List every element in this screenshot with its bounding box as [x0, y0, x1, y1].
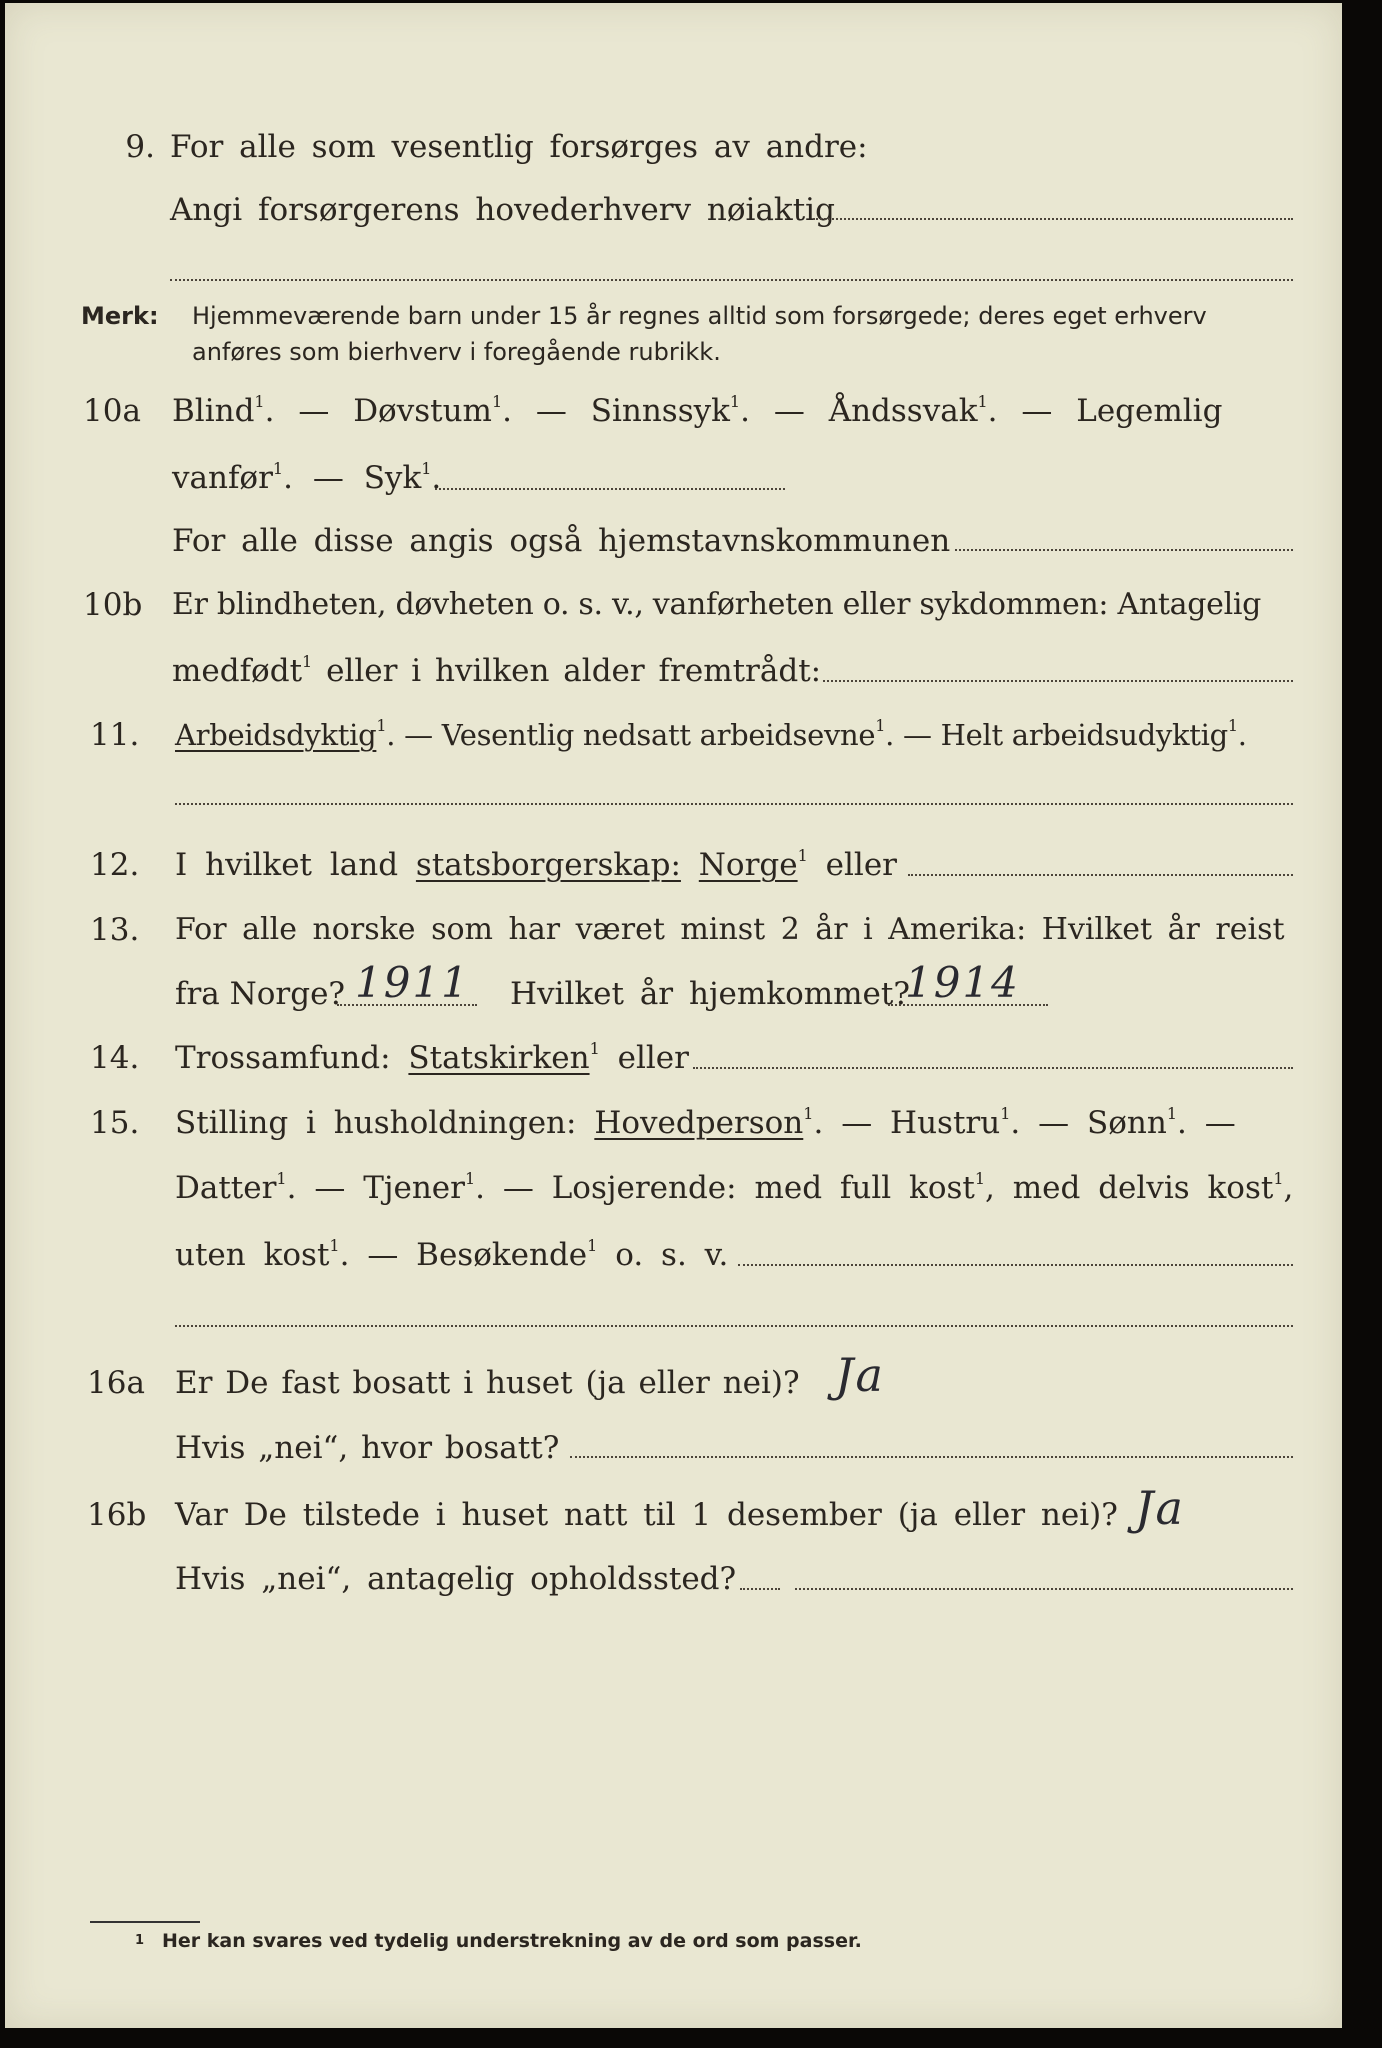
q10a-answer-line — [435, 488, 785, 490]
q9-answer-line-2 — [170, 279, 1293, 281]
opt-besokende: Besøkende — [416, 1237, 588, 1273]
opt-sonn: Sønn — [1086, 1105, 1167, 1141]
census-form-page: 9. For alle som vesentlig forsørges av andre: Angi forsørgerens hovederhverv nøiaktig Merk: Hjemmeværende barn under 15 år regnes alltid som forsørgede; deres eget erhverv anføres som bierhverv i foregående rubrikk. 10a Blind$^1$. — Døvstum$^1$. — Sinnssyk$^1$. — Åndssvak$^1$. — Legemlig vanfør$^1$. — Syk$^1$. For alle disse angis også hjemstavnskommunen 10b Er blindheten, døvheten o. s. v., vanførheten eller sykdommen: Antagelig medfødt$^1$ eller i hvilken alder fremtrådt: 11. Arbeidsdyktig$^1$. — Vesentlig nedsatt arbeidsevne$^1$. — Helt arbeidsudyktig$^1$. 12. I hvilket land statsborgerskap: Norge$^1$ eller 13. For alle norske som har været minst 2 år i Amerika: Hvilket år reist fra Norge? Hvilket år hjemkommet? 1911 1914 14. Trossamfund: Statskirken$^1$ eller 15. Stilling i husholdningen: Hovedperson$^1$. — Hustru$^1$. — Sønn$^1$. — Datter$^1$. — Tjener$^1$. — Losjerende: med full kost$^1$, med delvis kost$^1$, uten kost$^1$. — Besøkende$^1$ o. s. v. 16a Er De fast bosatt i huset (ja eller nei)? Ja Hvis „nei“, hvor bosatt? 16b Var De tilstede i huset natt til 1 desember (ja eller nei)? Ja Hvis „nei“, antagelig opholdssted? 1 Her kan svares ved tydelig understrekning av de ord som passer. — [5, 3, 1342, 2028]
merk-label: Merk: — [81, 302, 159, 330]
q16b-answer-line-short — [740, 1588, 780, 1590]
q13-text: For alle norske som har været minst 2 år i Amerika: Hvilket år reist — [175, 912, 1285, 947]
q10b-number: 10b — [83, 587, 143, 623]
q13-fra-norge: fra Norge? — [175, 976, 346, 1012]
footnote-rule — [90, 1921, 200, 1923]
opt-losjerende: Losjerende: — [551, 1170, 737, 1206]
q9-text: For alle som vesentlig forsørges av andre: — [170, 129, 868, 165]
q9-answer-line — [813, 218, 1293, 220]
opt-hustru: Hustru — [890, 1105, 1001, 1141]
footnote-mark: 1 — [135, 1933, 145, 1948]
q10a-number: 10a — [83, 393, 141, 429]
q9-number: 9. — [125, 129, 155, 165]
q15-answer-line-2 — [175, 1325, 1293, 1327]
q10a-hjemstavn-line — [955, 549, 1293, 551]
q14-answer-line — [693, 1067, 1293, 1069]
q16a-handwritten-answer: Ja — [835, 1348, 885, 1402]
opt-arbeidsdyktig-underlined: Arbeidsdyktig — [175, 718, 377, 752]
q13-handwritten-hjem: 1914 — [905, 958, 1020, 1007]
q16b-handwritten-answer: Ja — [1135, 1481, 1185, 1535]
opt-vanfor: vanfør — [172, 460, 273, 496]
opt-andssvak: Åndssvak — [828, 393, 978, 429]
statsborgerskap-underlined: statsborgerskap: — [415, 847, 681, 883]
opt-full-kost: med full kost — [754, 1170, 975, 1206]
q10a-hjemstavn: For alle disse angis også hjemstavnskommunen — [172, 523, 951, 559]
q14-number: 14. — [90, 1040, 140, 1076]
opt-uten-kost: uten kost — [175, 1237, 330, 1273]
q16b-text: Var De tilstede i huset natt til 1 desember (ja eller nei)? — [175, 1497, 1118, 1533]
q11-number: 11. — [90, 717, 140, 753]
merk-text-2: anføres som bierhverv i foregående rubrikk. — [192, 338, 721, 366]
q10a-options: Blind$^1$. — Døvstum$^1$. — Sinnssyk$^1$. — Åndssvak$^1$. — Legemlig — [172, 392, 1223, 429]
q13-number: 13. — [90, 912, 140, 948]
q16b-number: 16b — [87, 1497, 147, 1533]
opt-nedsatt: Vesentlig nedsatt arbeidsevne — [441, 718, 876, 752]
q16a-bosatt: Hvis „nei“, hvor bosatt? — [175, 1430, 560, 1466]
q13-handwritten-reist: 1911 — [355, 958, 470, 1007]
q10b-alder: eller i hvilken alder fremtrådt: — [326, 653, 822, 689]
opt-delvis-kost: med delvis kost — [1012, 1170, 1274, 1206]
q16b-answer-line — [795, 1588, 1293, 1590]
q12-number: 12. — [90, 847, 140, 883]
merk-text-1: Hjemmeværende barn under 15 år regnes alltid som forsørgede; deres eget erhverv — [192, 302, 1207, 330]
opt-medfodt: medfødt — [172, 653, 303, 689]
q16b-opholdssted: Hvis „nei“, antagelig opholdssted? — [175, 1561, 737, 1597]
footnote-text: Her kan svares ved tydelig understrekning av de ord som passer. — [162, 1930, 862, 1952]
q13-hjemkommet: Hvilket år hjemkommet? — [510, 976, 910, 1012]
q16a-text: Er De fast bosatt i huset (ja eller nei)? — [175, 1365, 800, 1401]
opt-udyktig: Helt arbeidsudyktig — [940, 718, 1228, 752]
q15-number: 15. — [90, 1105, 140, 1141]
q11-answer-line — [175, 803, 1293, 805]
opt-norge-underlined: Norge — [698, 847, 798, 883]
opt-blind: Blind — [172, 393, 255, 429]
q16a-answer-line — [570, 1456, 1293, 1458]
opt-datter: Datter — [175, 1170, 277, 1206]
opt-syk: Syk — [363, 460, 422, 496]
opt-hovedperson-underlined: Hovedperson — [594, 1105, 804, 1141]
opt-statskirken-underlined: Statskirken — [408, 1040, 590, 1076]
opt-legemlig: Legemlig — [1076, 393, 1223, 429]
q12-answer-line — [908, 874, 1293, 876]
opt-sinnssyk: Sinnssyk — [590, 393, 730, 429]
q9-text-2: Angi forsørgerens hovederhverv nøiaktig — [170, 192, 835, 228]
q10b-answer-line — [823, 680, 1293, 682]
opt-dovstum: Døvstum — [353, 393, 492, 429]
q10b-text: Er blindheten, døvheten o. s. v., vanførheten eller sykdommen: Antagelig — [172, 587, 1262, 622]
q16a-number: 16a — [87, 1365, 145, 1401]
opt-tjener: Tjener — [363, 1170, 465, 1206]
q15-answer-line — [738, 1264, 1293, 1266]
